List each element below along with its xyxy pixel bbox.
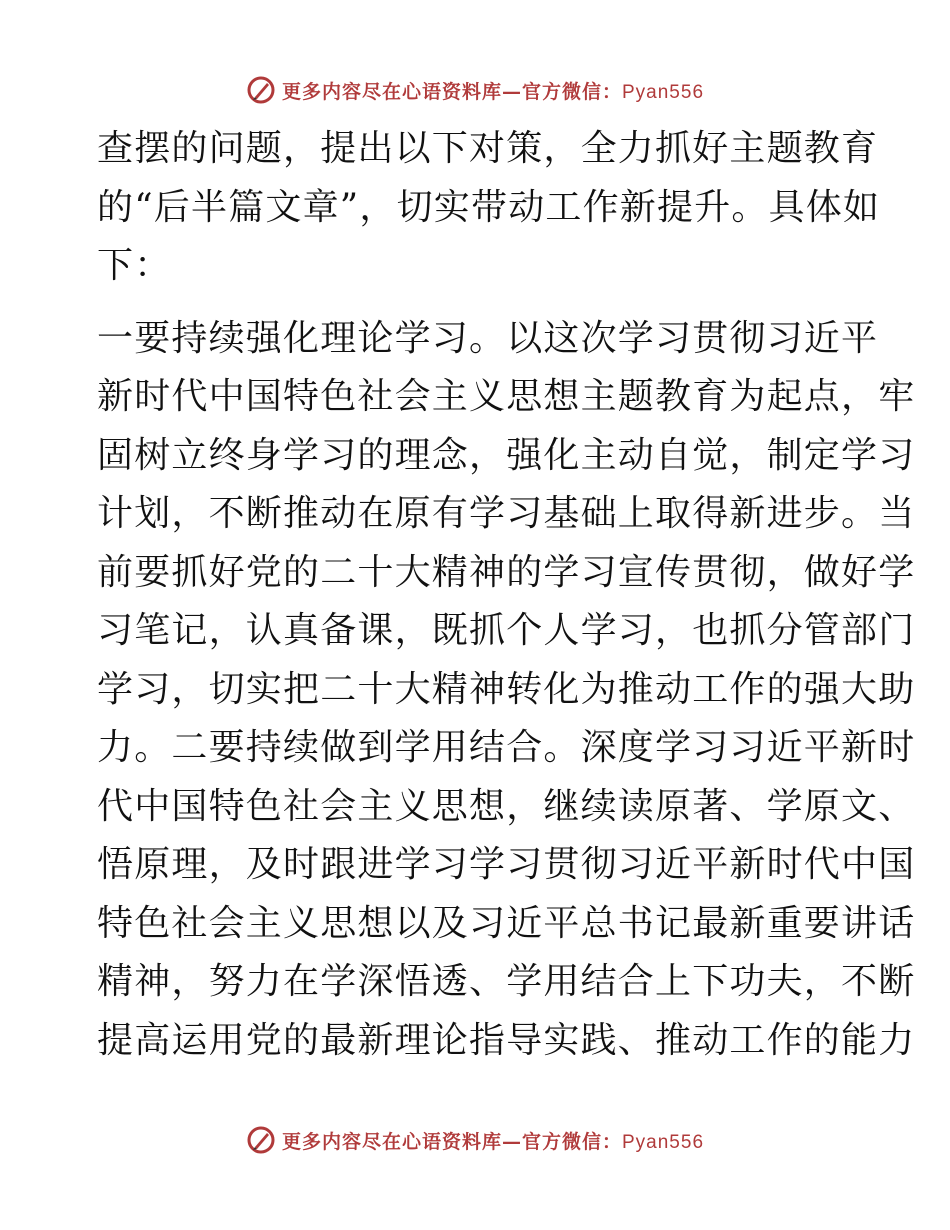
header-banner-main: 更多内容尽在心语资料库	[281, 80, 502, 103]
text-line: 特色社会主义思想以及习近平总书记最新重要讲话	[97, 902, 916, 944]
text-line: 提高运用党的最新理论指导实践、推动工作的能力	[97, 1019, 916, 1061]
header-banner-text	[282, 77, 704, 104]
text-line: 代中国特色社会主义思想，继续读原著、学原文、	[97, 785, 916, 827]
pen-logo-icon	[246, 1125, 276, 1155]
text-line: 固树立终身学习的理念，强化主动自觉，制定学习	[97, 434, 916, 476]
footer-banner	[0, 1120, 950, 1160]
footer-banner-text	[282, 1127, 704, 1154]
header-banner	[0, 70, 950, 110]
header-banner-official: 官方微信：	[521, 80, 622, 103]
header-banner-dash: —	[501, 80, 522, 103]
text-line: 习笔记，认真备课，既抓个人学习，也抓分管部门	[97, 610, 916, 651]
text-line: 一要持续强化理论学习。以这次学习贯彻习近平	[97, 317, 879, 359]
text-line: 计划，不断推动在原有学习基础上取得新进步。当	[97, 493, 916, 534]
header-banner-wechat-id: Pyan556	[622, 81, 705, 103]
text-line: 学习，切实把二十大精神转化为推动工作的强大助	[97, 668, 916, 710]
text-line: 新时代中国特色社会主义思想主题教育为起点，牢	[97, 376, 916, 417]
footer-banner-dash: —	[501, 1130, 522, 1153]
footer-banner-main: 更多内容尽在心语资料库	[281, 1130, 502, 1153]
text-line: 精神，努力在学深悟透、学用结合上下功夫，不断	[97, 961, 916, 1002]
footer-banner-wechat-id: Pyan556	[622, 1131, 705, 1153]
pen-logo-icon	[246, 75, 276, 105]
text-line: 的“后半篇文章”，切实带动工作新提升。具体如	[97, 186, 881, 228]
text-line: 前要抓好党的二十大精神的学习宣传贯彻，做好学	[97, 551, 916, 593]
text-line: 下：	[97, 245, 172, 286]
text-line: 悟原理，及时跟进学习学习贯彻习近平新时代中国	[97, 844, 916, 885]
text-line: 力。二要持续做到学用结合。深度学习习近平新时	[97, 727, 916, 768]
footer-banner-official: 官方微信：	[521, 1130, 622, 1153]
document-body	[97, 120, 916, 1070]
text-line: 查摆的问题，提出以下对策，全力抓好主题教育	[97, 128, 879, 169]
paragraph-gap	[97, 296, 857, 310]
